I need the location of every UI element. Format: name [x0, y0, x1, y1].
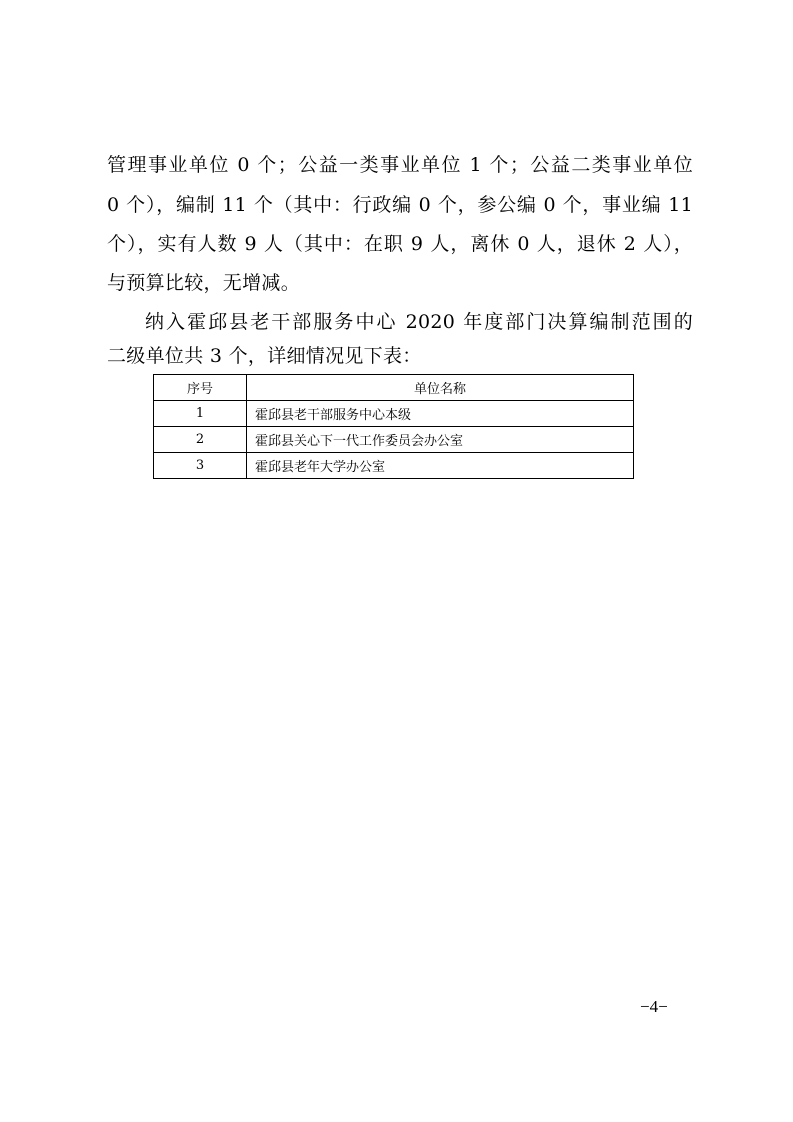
units-table-wrapper — [153, 374, 634, 479]
paragraph-1-line-2: 0 个），编制 11 个（其中：行政编 0 个，参公编 0 个，事业编 11 — [107, 194, 693, 216]
row-number: 3 — [154, 453, 247, 479]
paragraph-2-line-1: 纳入霍邱县老干部服务中心 2020 年度部门决算编制范围的 — [145, 311, 693, 333]
units-table — [153, 374, 634, 479]
table-row — [154, 427, 634, 453]
paragraph-2-line-2: 二级单位共 3 个，详细情况见下表： — [107, 345, 422, 367]
table-row — [154, 453, 634, 479]
paragraph-1-line-1: 管理事业单位 0 个；公益一类事业单位 1 个；公益二类事业单位 — [107, 154, 693, 176]
table-row — [154, 401, 634, 427]
paragraph-1-line-4: 与预算比较，无增减。 — [107, 272, 301, 294]
header-serial-number: 序号 — [154, 375, 247, 401]
table-header-row — [154, 375, 634, 401]
row-number: 1 — [154, 401, 247, 427]
header-unit-name: 单位名称 — [247, 375, 634, 401]
page-number: −4− — [640, 997, 668, 1016]
row-unit-name: 霍邱县老干部服务中心本级 — [247, 401, 634, 427]
row-number: 2 — [154, 427, 247, 453]
paragraph-1-line-3: 个），实有人数 9 人（其中：在职 9 人，离休 0 人，退休 2 人）， — [107, 233, 693, 255]
row-unit-name: 霍邱县关心下一代工作委员会办公室 — [247, 427, 634, 453]
row-unit-name: 霍邱县老年大学办公室 — [247, 453, 634, 479]
